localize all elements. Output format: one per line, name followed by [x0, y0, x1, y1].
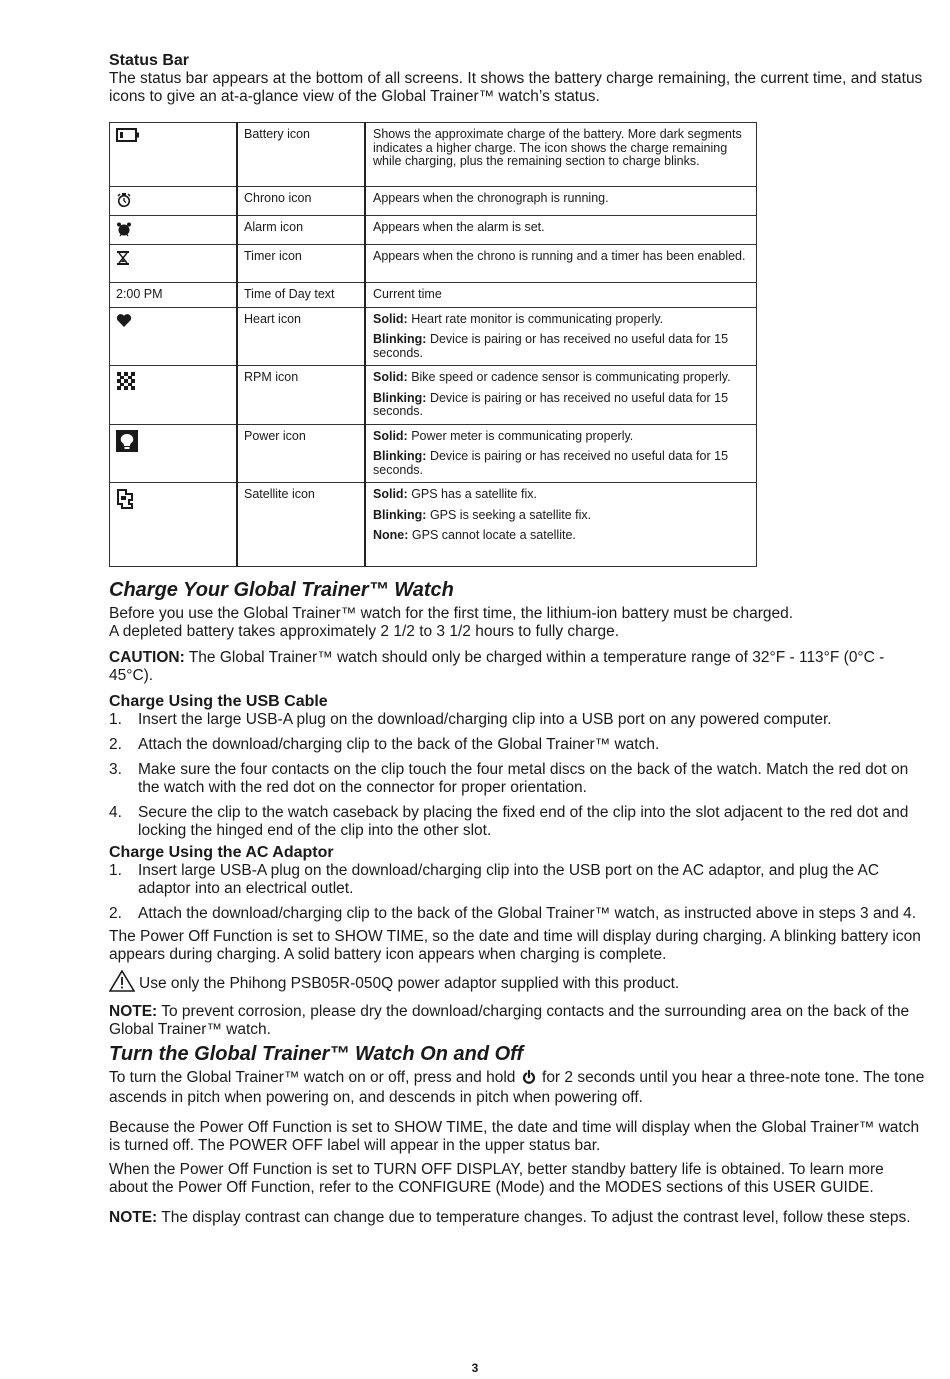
status-row-description: [365, 307, 757, 366]
charge-note-paragraph: [109, 1003, 925, 1039]
description-line: [373, 509, 750, 523]
description-line: [373, 288, 750, 302]
description-label: Solid:: [373, 370, 408, 384]
status-row-name: Time of Day text: [237, 283, 365, 308]
status-row-description: [365, 483, 757, 567]
description-text: Device is pairing or has received no useful data for 15 seconds.: [373, 390, 729, 418]
charge-note-text: To prevent corrosion, please dry the download/charging contacts and the surrounding area on the back of the Global Trainer™ watch.: [109, 1003, 910, 1038]
status-row-name: Timer icon: [237, 245, 365, 283]
description-text: Power meter is communicating properly.: [407, 428, 634, 443]
status-row-description: [365, 424, 757, 483]
description-line: [373, 192, 750, 206]
status-row: [110, 483, 757, 567]
step-item: [109, 862, 925, 898]
status-row-description: [365, 216, 757, 245]
status-row-name: Heart icon: [237, 307, 365, 366]
turn-on-note-paragraph: [109, 1209, 925, 1227]
step-text: Attach the download/charging clip to the back of the Global Trainer™ watch, as instructed above in steps 3 and 4.: [138, 905, 917, 922]
status-row-name: Power icon: [237, 424, 365, 483]
description-label: Blinking:: [373, 449, 427, 463]
description-line: [373, 128, 750, 169]
description-text: Appears when the chrono is running and a timer has been enabled.: [373, 249, 746, 263]
step-number: 2.: [109, 736, 122, 753]
description-line: [373, 450, 750, 477]
description-line: [373, 250, 750, 264]
power-icon: [116, 430, 230, 452]
turn-on-p1-b: for 2 seconds until you hear a three-note tone. The tone ascends in pitch when powering on, and descends in pitch when powering off.: [109, 1069, 925, 1106]
status-row-name: Satellite icon: [237, 483, 365, 567]
caution-paragraph: [109, 649, 925, 685]
status-row-name: Battery icon: [237, 123, 365, 187]
usb-steps-list: [109, 711, 925, 840]
ac-heading: Charge Using the AC Adaptor: [109, 844, 334, 861]
step-item: [109, 905, 925, 923]
description-label: Solid:: [373, 311, 408, 326]
chrono-icon: [116, 192, 230, 208]
charge-intro-2: A depleted battery takes approximately 2 1/2 to 3 1/2 hours to fully charge.: [109, 623, 620, 640]
description-label: Solid:: [373, 428, 408, 443]
description-text: Shows the approximate charge of the battery. More dark segments indicates a higher charge. The icon shows the charge remaining while charging, plus the remaining section to charge blinks.: [373, 127, 742, 168]
description-label: Solid:: [373, 487, 408, 501]
description-label: Blinking:: [373, 507, 427, 522]
battery-icon: [116, 128, 230, 142]
status-row-description: [365, 245, 757, 283]
step-text: Make sure the four contacts on the clip touch the four metal discs on the back of the watch. Match the red dot on the watch with the red dot on the connector for proper orientation.: [138, 761, 909, 796]
description-text: Appears when the chronograph is running.: [373, 191, 609, 205]
step-number: 1.: [109, 711, 122, 728]
charge-note-label: NOTE:: [109, 1003, 158, 1020]
status-row: [110, 187, 757, 216]
status-row-description: [365, 123, 757, 187]
description-line: [373, 333, 750, 360]
satellite-icon: [116, 488, 230, 510]
step-number: 1.: [109, 862, 122, 879]
charge-heading: Charge Your Global Trainer™ Watch: [109, 579, 454, 601]
power-off-paragraph: The Power Off Function is set to SHOW TIME, so the date and time will display during charging. A blinking battery icon appears during charging. A solid battery icon appears when charging is complete.: [109, 928, 921, 963]
description-line: [373, 221, 750, 235]
step-item: [109, 711, 925, 729]
description-line: [373, 392, 750, 419]
power-button-icon: [522, 1070, 536, 1089]
status-row-name: RPM icon: [237, 366, 365, 425]
status-row: [110, 216, 757, 245]
status-row-description: [365, 187, 757, 216]
step-text: Insert the large USB-A plug on the download/charging clip into a USB port on any powered computer.: [138, 711, 832, 728]
description-line: [373, 371, 750, 385]
step-text: Insert large USB-A plug on the download/charging clip into the USB port on the AC adaptor, and plug the AC adaptor into an electrical outlet.: [138, 862, 880, 897]
description-text: GPS cannot locate a satellite.: [408, 528, 576, 542]
step-number: 4.: [109, 804, 122, 821]
heart-icon: [116, 313, 230, 328]
status-row: [110, 245, 757, 283]
status-bar-heading: Status Bar: [109, 52, 190, 69]
page-number: 3: [471, 1361, 479, 1375]
description-text: Device is pairing or has received no useful data for 15 seconds.: [373, 449, 729, 477]
turn-on-p2: Because the Power Off Function is set to SHOW TIME, the date and time will display when the Global Trainer™ watch is turned off. The POWER OFF label will appear in the upper status bar.: [109, 1119, 920, 1154]
rpm-icon: [116, 371, 230, 391]
status-row: [110, 366, 757, 425]
turn-on-heading: Turn the Global Trainer™ Watch On and Off: [109, 1043, 524, 1065]
step-item: [109, 736, 925, 754]
step-number: 3.: [109, 761, 122, 778]
description-text: Bike speed or cadence sensor is communicating properly.: [407, 370, 731, 384]
turn-on-p1: [109, 1069, 925, 1107]
timer-icon: [116, 250, 230, 266]
turn-on-p3: When the Power Off Function is set to TURN OFF DISPLAY, better standby battery life is obtained. To learn more about the Power Off Function, refer to the CONFIGURE (Mode) and the MODES sections of this USER GUIDE.: [109, 1161, 884, 1196]
status-row-example: 2:00 PM: [110, 283, 238, 308]
alarm-icon: [116, 221, 230, 237]
caution-label: CAUTION:: [109, 649, 185, 666]
step-item: [109, 761, 925, 797]
description-text: GPS has a satellite fix.: [407, 487, 537, 501]
description-label: Blinking:: [373, 390, 427, 405]
description-label: Blinking:: [373, 332, 427, 346]
description-line: [373, 430, 750, 444]
status-row-name: Chrono icon: [237, 187, 365, 216]
description-text: Device is pairing or has received no useful data for 15 seconds.: [373, 332, 729, 360]
turn-on-p1-a: To turn the Global Trainer™ watch on or off, press and hold: [109, 1069, 520, 1086]
status-row: [110, 283, 757, 308]
warning-text: Use only the Phihong PSB05R-050Q power adaptor supplied with this product.: [139, 974, 680, 992]
caution-text: The Global Trainer™ watch should only be charged within a temperature range of 32°F - 113°F (0°C - 45°C).: [109, 649, 885, 684]
description-line: [373, 529, 750, 543]
charge-intro-1: Before you use the Global Trainer™ watch for the first time, the lithium-ion battery must be charged.: [109, 605, 794, 622]
step-number: 2.: [109, 905, 122, 922]
step-text: Attach the download/charging clip to the back of the Global Trainer™ watch.: [138, 736, 660, 753]
status-row: [110, 307, 757, 366]
step-text: Secure the clip to the watch caseback by placing the fixed end of the clip into the slot adjacent to the red dot and locking the hinged end of the clip into the other slot.: [138, 804, 909, 839]
warning-row: [109, 970, 925, 997]
description-text: Current time: [373, 287, 442, 301]
description-line: [373, 488, 750, 502]
usb-heading: Charge Using the USB Cable: [109, 693, 328, 710]
turn-on-note-text: The display contrast can change due to temperature changes. To adjust the contrast level, follow these steps.: [157, 1209, 911, 1226]
status-row: [110, 424, 757, 483]
status-row-description: [365, 283, 757, 308]
status-row: [110, 123, 757, 187]
status-icon-table: [109, 122, 757, 567]
status-bar-intro: The status bar appears at the bottom of all screens. It shows the battery charge remaining, the current time, and status icons to give an at-a-glance view of the Global Trainer™ watch’s status.: [109, 70, 923, 105]
description-line: [373, 313, 750, 327]
turn-on-note-label: NOTE:: [109, 1209, 158, 1226]
document-page: [109, 52, 925, 1227]
description-text: GPS is seeking a satellite fix.: [426, 507, 592, 522]
description-label: None:: [373, 528, 409, 542]
status-row-name: Alarm icon: [237, 216, 365, 245]
step-item: [109, 804, 925, 840]
description-text: Appears when the alarm is set.: [373, 220, 545, 234]
warning-icon: [109, 970, 139, 997]
description-text: Heart rate monitor is communicating properly.: [407, 311, 664, 326]
status-row-description: [365, 366, 757, 425]
ac-steps-list: [109, 862, 925, 923]
